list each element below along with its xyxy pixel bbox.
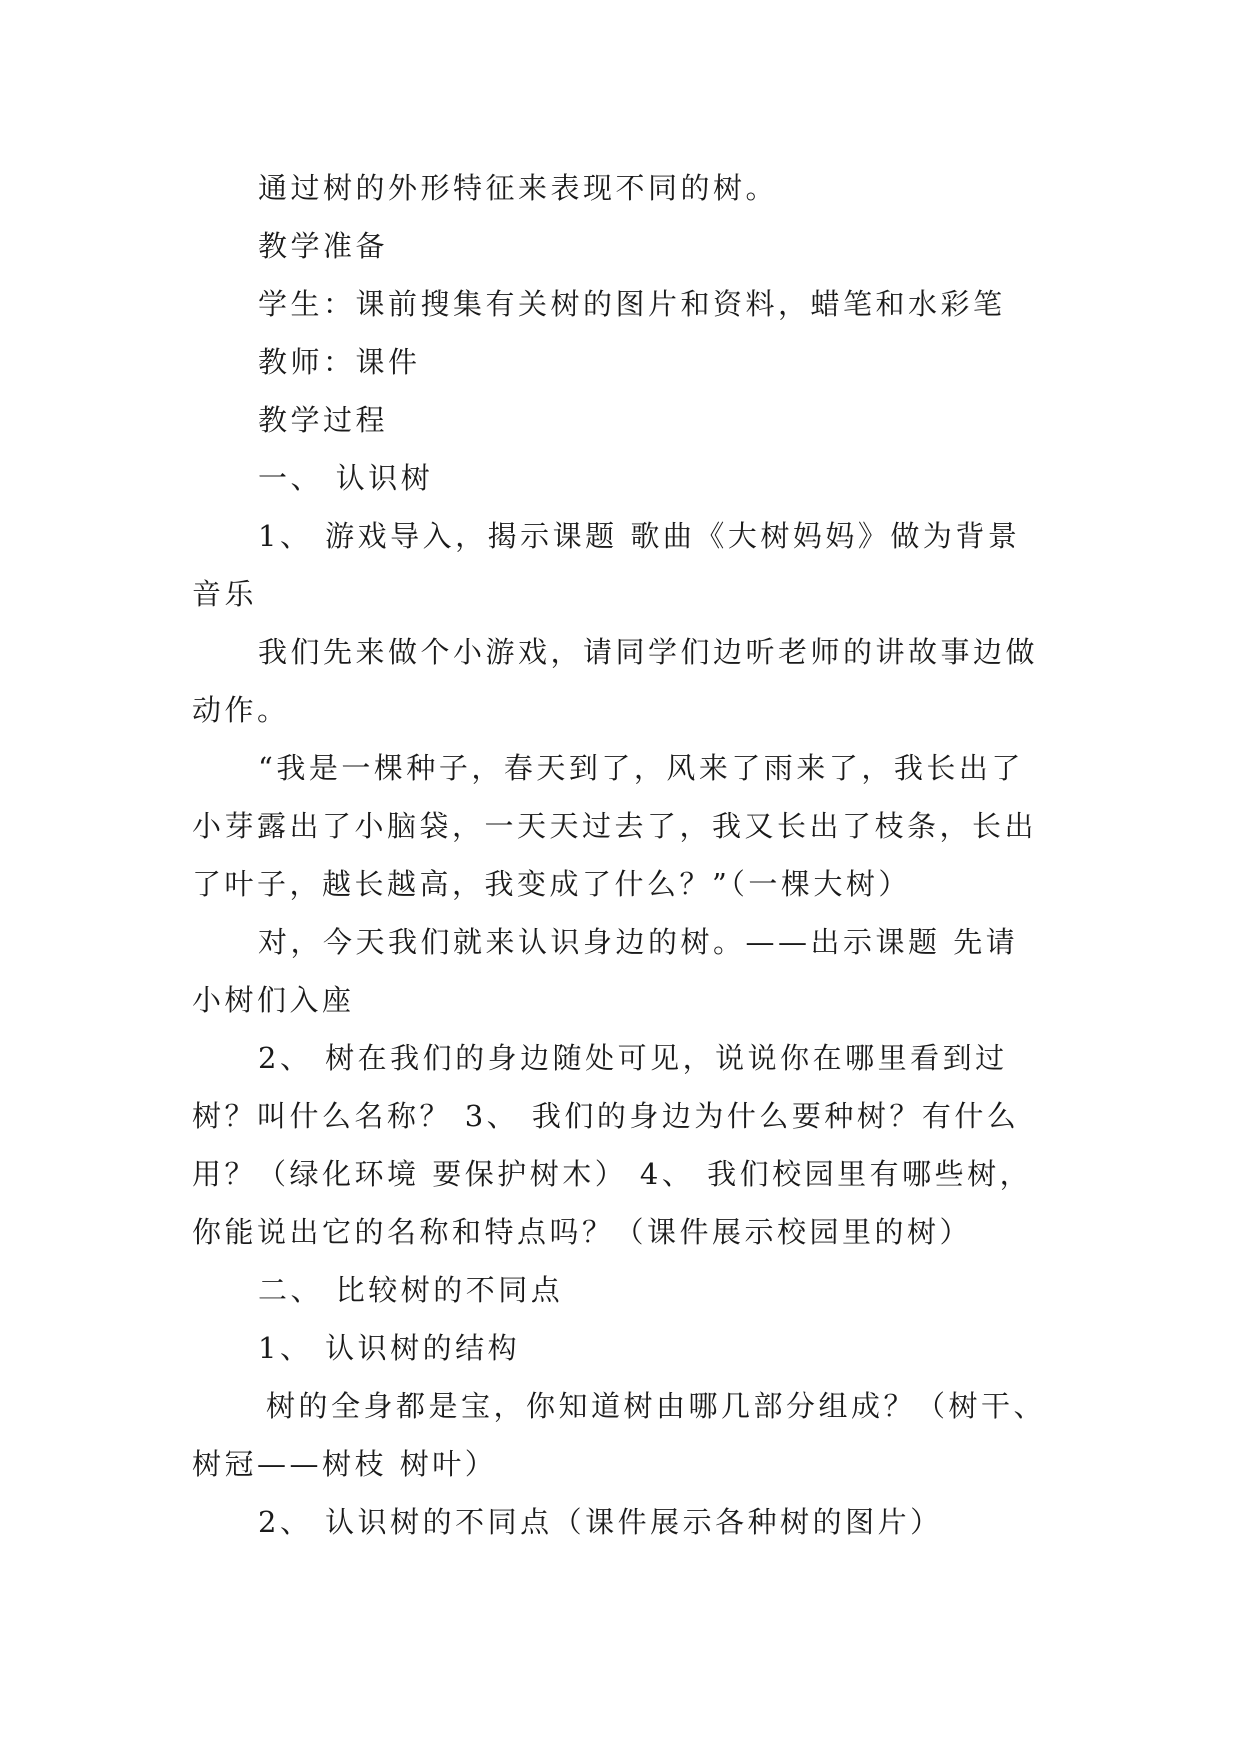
subsection-heading: 二、 比较树的不同点 — [258, 1273, 564, 1307]
text-line: 树？叫什么名称？ 3、 我们的身边为什么要种树？有什么 — [192, 1099, 1020, 1133]
text-line: 动作。 — [192, 693, 290, 727]
text-line: 树的全身都是宝，你知道树由哪几部分组成？（树干、 — [266, 1389, 1047, 1423]
text-line: 你能说出它的名称和特点吗？（课件展示校园里的树） — [192, 1215, 973, 1249]
text-line: 用？（绿化环境 要保护树木） 4、 我们校园里有哪些树， — [192, 1157, 1033, 1191]
text-line: 1、 认识树的结构 — [258, 1331, 521, 1365]
subsection-heading: 一、 认识树 — [258, 461, 434, 495]
text-line: 小芽露出了小脑袋，一天天过去了，我又长出了枝条，长出 — [192, 809, 1038, 843]
text-line: 通过树的外形特征来表现不同的树。 — [258, 171, 779, 205]
section-heading: 教学过程 — [258, 403, 389, 437]
text-line: 了叶子，越长越高，我变成了什么？”（一棵大树） — [192, 867, 911, 901]
text-line: 教师：课件 — [258, 345, 421, 379]
text-line: 2、 树在我们的身边随处可见，说说你在哪里看到过 — [258, 1041, 1008, 1075]
section-heading: 教学准备 — [258, 229, 389, 263]
text-line: 对，今天我们就来认识身边的树。——出示课题 先请 — [258, 925, 1019, 959]
text-line: 小树们入座 — [192, 983, 355, 1017]
text-line: 树冠——树枝 树叶） — [192, 1447, 498, 1481]
text-line: 学生：课前搜集有关树的图片和资料，蜡笔和水彩笔 — [258, 287, 1006, 321]
text-line: 2、 认识树的不同点（课件展示各种树的图片） — [258, 1505, 943, 1539]
text-line: 我们先来做个小游戏，请同学们边听老师的讲故事边做 — [258, 635, 1039, 669]
text-line: 音乐 — [192, 577, 258, 611]
text-line: 1、 游戏导入，揭示课题 歌曲《大树妈妈》做为背景 — [258, 519, 1021, 553]
text-line: “我是一棵种子，春天到了，风来了雨来了，我长出了 — [258, 751, 1024, 785]
